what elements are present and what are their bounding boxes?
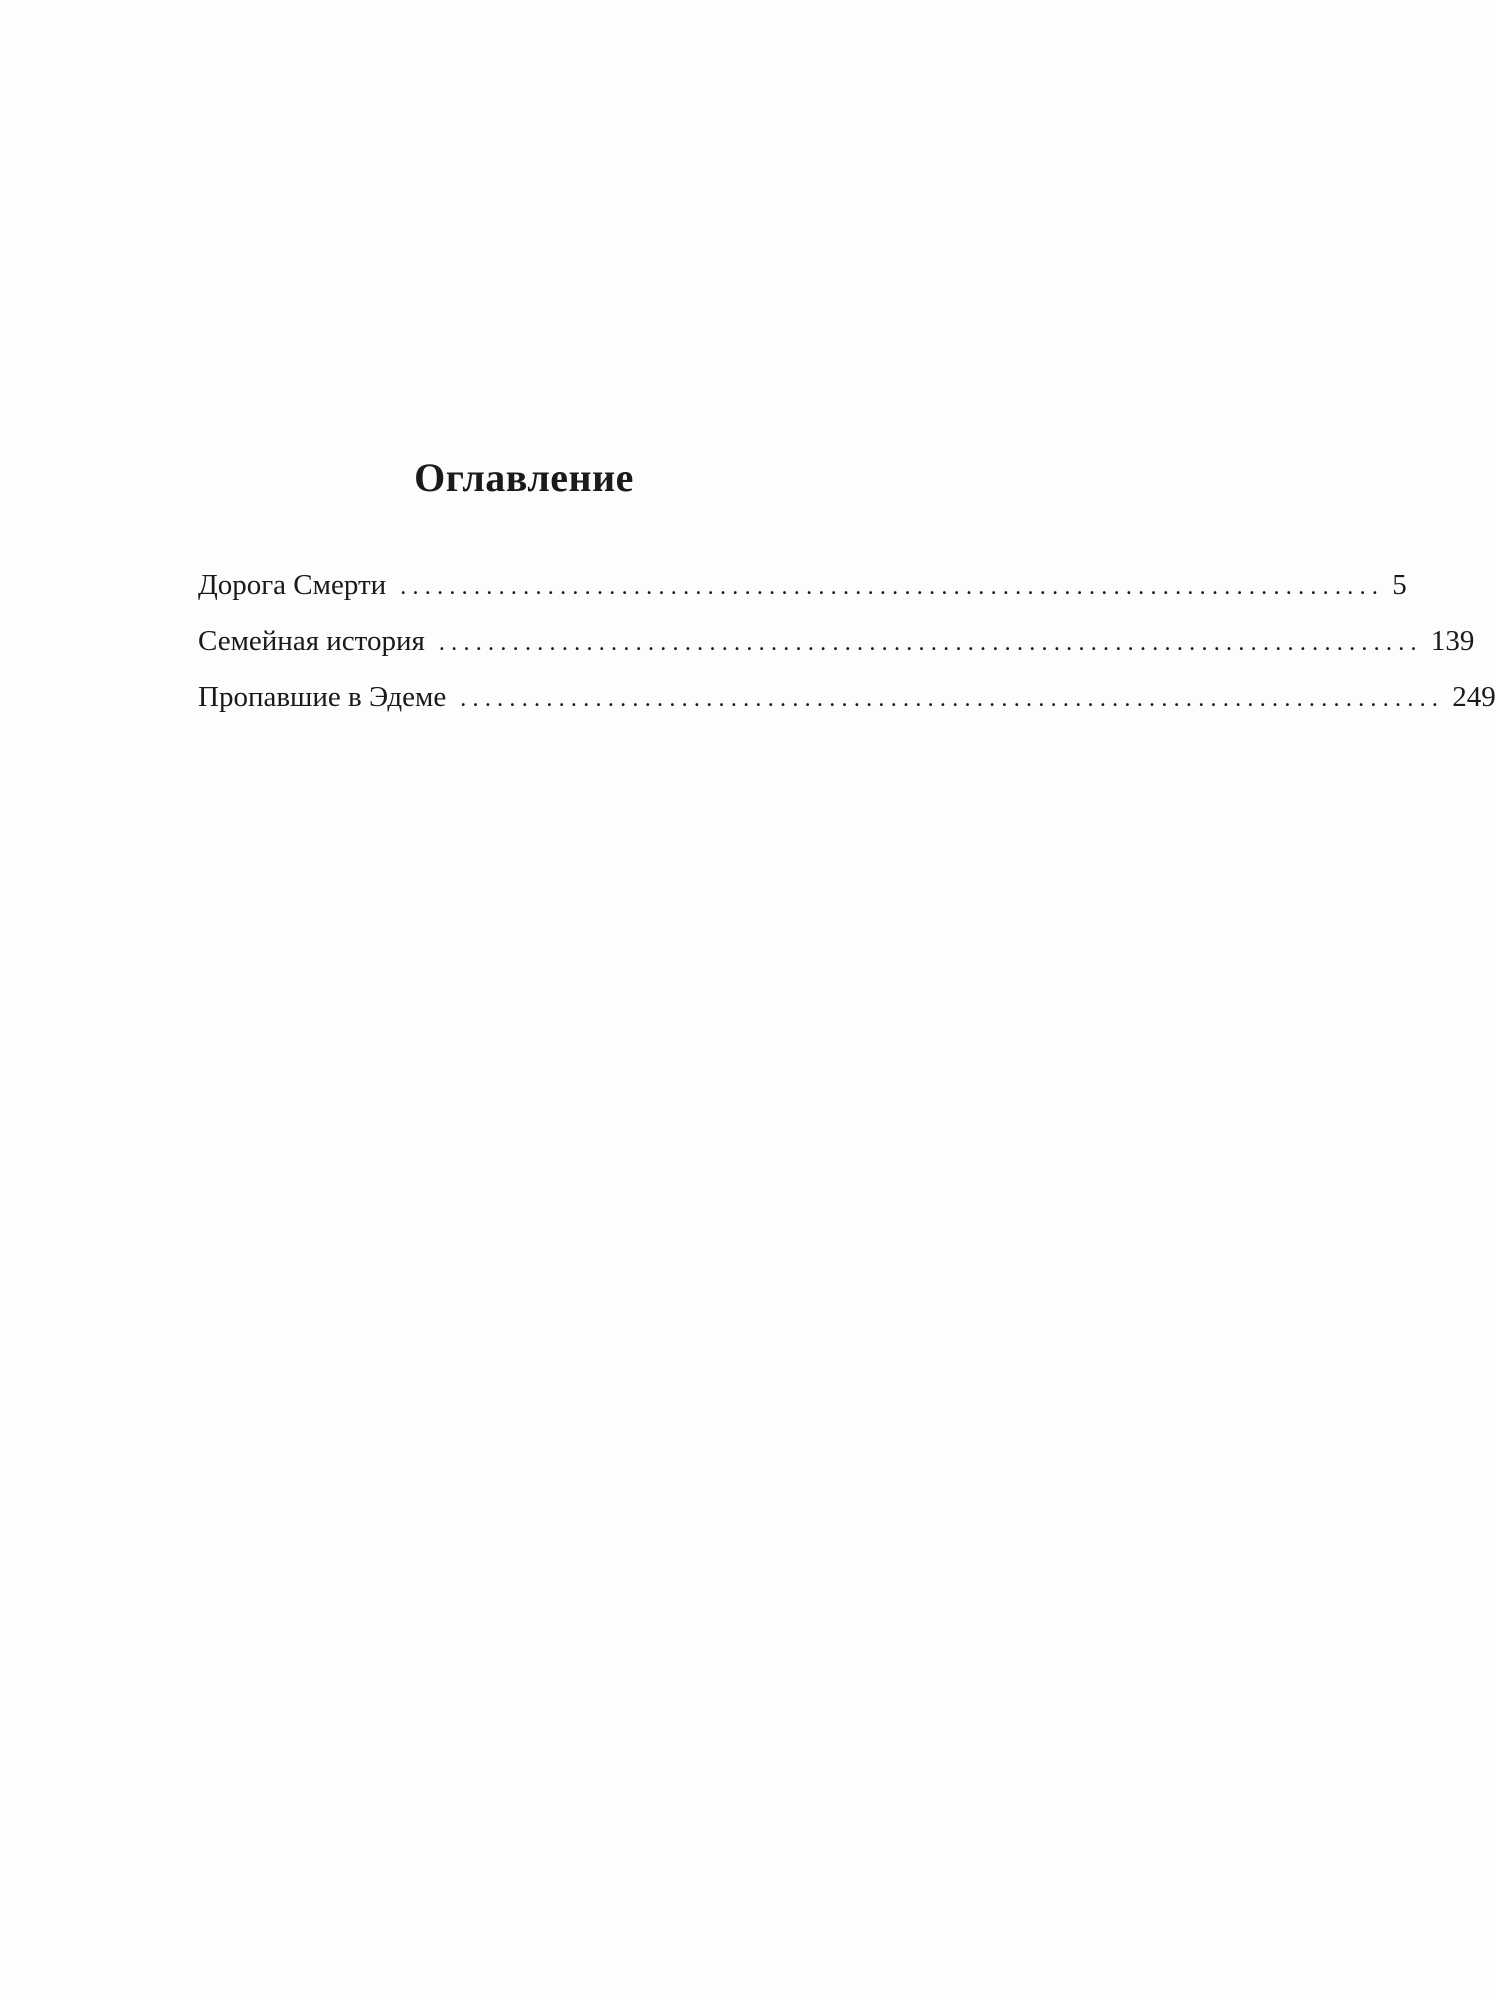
toc-entry-page: 249 <box>1452 681 1496 713</box>
toc-list <box>198 569 1496 739</box>
toc-heading: Оглавление <box>414 455 634 500</box>
toc-entry-page: 5 <box>1392 569 1407 601</box>
toc-entry-title: Семейная история <box>198 625 425 657</box>
toc-entry-title: Дорога Смерти <box>198 569 387 601</box>
toc-dot-leader: ................................................................................ <box>400 574 1385 600</box>
toc-dot-leader: ................................................................................ <box>438 630 1423 656</box>
toc-entry-page: 139 <box>1430 625 1475 657</box>
toc-entry <box>198 681 1496 739</box>
toc-entry <box>198 625 1475 683</box>
toc-entry <box>198 569 1407 627</box>
toc-entry-title: Пропавшие в Эдеме <box>198 681 447 713</box>
toc-dot-leader: ................................................................................ <box>460 686 1445 712</box>
